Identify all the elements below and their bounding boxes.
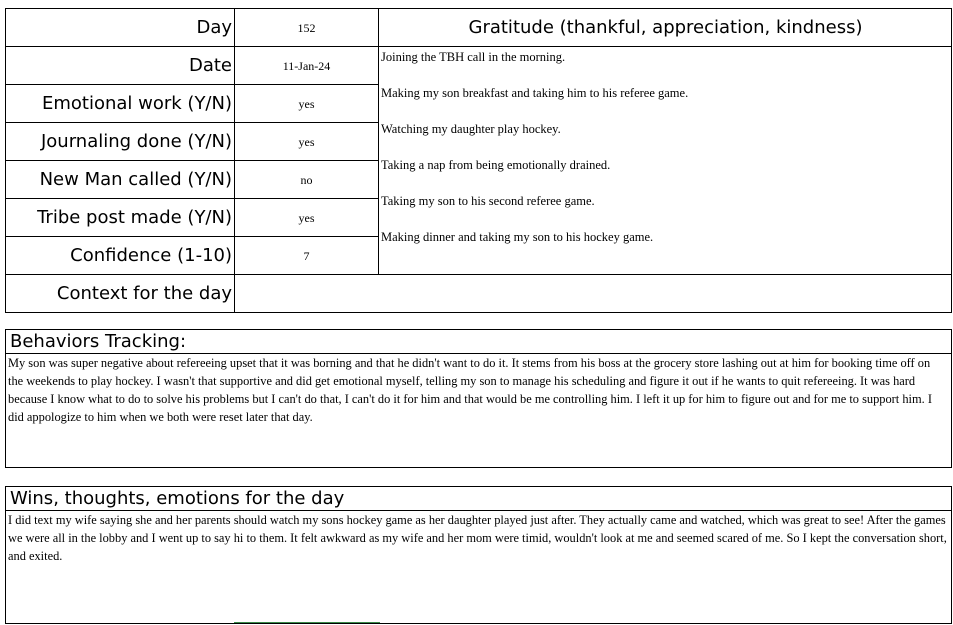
context-label: Context for the day xyxy=(56,282,232,304)
behaviors-text-cell[interactable]: My son was super negative about refereeing upset that it was borning and that he didn't want to do it. It stems from his boss at the grocery store lashing out at him for booking time off on the weekends to play hockey. I wasn't that supportive and did get emotional myself, telling my son to manage his scheduling and figure it out if he wants to quit refereeing. It was hard because I know what to do to solve his problems but I can't do that, I can't do it for him and that would be me controlling him. I left it up for him to figure out and for me to support him. I did appologize to him when we both were reset later that day. xyxy=(8,356,932,424)
wins-text-cell[interactable]: I did text my wife saying she and her parents should watch my sons hockey game as her daughter played just after. They actually came and watched, which was great to see! After the games we were all in the lobby and I went up to say hi to them. It felt awkward as my wife and her mom were timid, wouldn't look at me and seemed scared of me. So I kept the conversation short, and exited. xyxy=(8,513,947,563)
wins-section xyxy=(5,486,952,624)
context-value-cell[interactable] xyxy=(235,274,951,312)
new-man-called-label: New Man called (Y/N) xyxy=(39,168,232,190)
new-man-called-value-cell[interactable]: no xyxy=(300,172,313,187)
grid-line xyxy=(5,312,952,313)
confidence-label: Confidence (1-10) xyxy=(70,244,232,266)
grid-line xyxy=(378,8,379,274)
gratitude-item[interactable]: Joining the TBH call in the morning. xyxy=(381,50,566,64)
date-value-cell[interactable]: 11-Jan-24 xyxy=(282,58,331,73)
emotional-work-label: Emotional work (Y/N) xyxy=(41,92,232,114)
gratitude-item[interactable]: Making dinner and taking my son to his hockey game. xyxy=(381,230,654,244)
journaling-label: Journaling done (Y/N) xyxy=(40,130,232,152)
selected-cell-indicator xyxy=(234,622,380,623)
tribe-post-label: Tribe post made (Y/N) xyxy=(37,206,232,228)
grid-line xyxy=(379,46,952,47)
gratitude-item[interactable]: Taking a nap from being emotionally drained. xyxy=(381,158,611,172)
gratitude-item[interactable]: Taking my son to his second referee game. xyxy=(381,194,595,208)
day-label: Day xyxy=(196,16,232,38)
tribe-post-value-cell[interactable]: yes xyxy=(298,210,315,225)
behaviors-title: Behaviors Tracking: xyxy=(6,330,951,354)
emotional-work-value-cell[interactable]: yes xyxy=(298,96,315,111)
day-value-cell[interactable]: 152 xyxy=(297,20,316,35)
daily-tracker-grid xyxy=(5,8,952,312)
behaviors-section xyxy=(5,329,952,468)
gratitude-item[interactable]: Making my son breakfast and taking him to his referee game. xyxy=(381,86,689,100)
gratitude-title: Gratitude (thankful, appreciation, kindness) xyxy=(468,16,863,38)
date-label: Date xyxy=(188,54,232,76)
confidence-value-cell[interactable]: 7 xyxy=(303,248,310,263)
gratitude-item[interactable]: Watching my daughter play hockey. xyxy=(381,122,561,136)
wins-title: Wins, thoughts, emotions for the day xyxy=(6,487,951,511)
journaling-value-cell[interactable]: yes xyxy=(298,134,315,149)
grid-line xyxy=(951,8,952,312)
